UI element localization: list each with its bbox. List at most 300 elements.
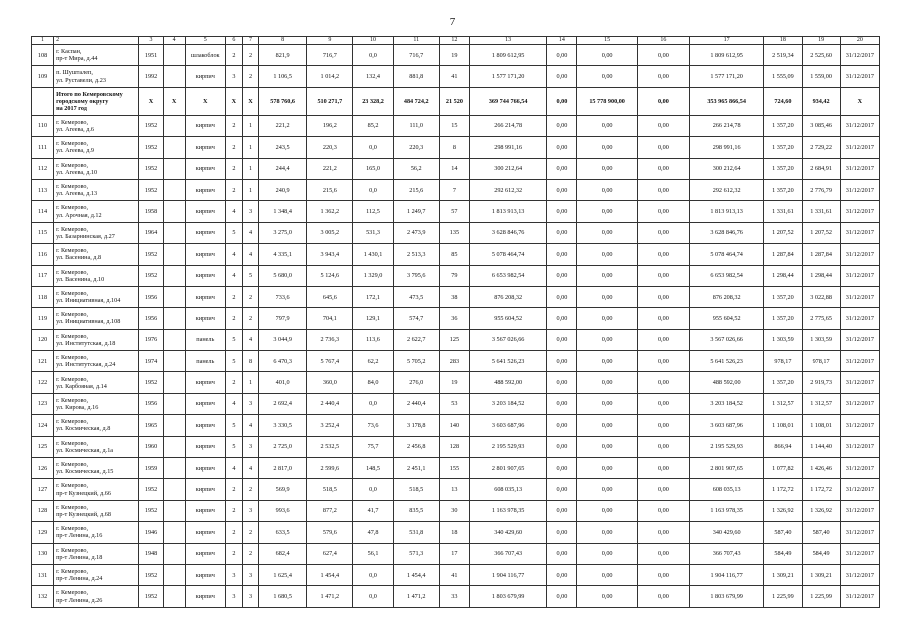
table-cell: 5 078 464,74: [469, 244, 546, 265]
table-body: [32, 37, 880, 608]
table-cell: 3: [242, 201, 258, 222]
table-cell: 2 725,0: [259, 436, 307, 457]
table-cell: 31/12/2017: [840, 500, 879, 521]
table-cell: кирпич: [185, 393, 225, 414]
table-cell: 3: [242, 586, 258, 607]
table-cell: 0,00: [577, 179, 637, 200]
table-cell: 1956: [139, 308, 163, 329]
table-cell: 121: [32, 351, 54, 372]
table-cell: 2: [242, 479, 258, 500]
table-cell: г. Кемерово, ул. Арочная, д.12: [54, 201, 139, 222]
table-cell: 33: [439, 586, 469, 607]
table-cell: 0,00: [637, 351, 689, 372]
table-cell: 31/12/2017: [840, 222, 879, 243]
table-row: [32, 479, 880, 500]
table-cell: 1 454,4: [307, 564, 353, 585]
table-cell: 7: [242, 37, 258, 45]
table-cell: 5: [185, 37, 225, 45]
table-row: [32, 393, 880, 414]
table-cell: 165,0: [353, 158, 393, 179]
table-cell: 2 195 529,93: [689, 436, 763, 457]
table-cell: 3 567 026,66: [689, 329, 763, 350]
table-cell: кирпич: [185, 564, 225, 585]
table-cell: 797,9: [259, 308, 307, 329]
table-cell: 0,00: [637, 329, 689, 350]
table-row: [32, 222, 880, 243]
table-cell: 113: [32, 179, 54, 200]
table-cell: 15 778 900,00: [577, 87, 637, 115]
table-cell: 123: [32, 393, 54, 414]
table-cell: 1 163 978,35: [469, 500, 546, 521]
table-cell: 2: [225, 286, 242, 307]
table-cell: 353 965 866,54: [689, 87, 763, 115]
table-cell: 266 214,78: [469, 115, 546, 136]
table-cell: 53: [439, 393, 469, 414]
table-row: [32, 415, 880, 436]
table-row: [32, 586, 880, 607]
table-cell: 73,6: [353, 415, 393, 436]
table-cell: 31/12/2017: [840, 265, 879, 286]
table-cell: 10: [353, 37, 393, 45]
table-cell: 0,00: [637, 415, 689, 436]
table-cell: 31/12/2017: [840, 286, 879, 307]
table-cell: 1 813 913,13: [689, 201, 763, 222]
table-cell: 0,00: [637, 543, 689, 564]
table-cell: [163, 137, 185, 158]
table-cell: 240,9: [259, 179, 307, 200]
table-cell: 1 454,4: [393, 564, 439, 585]
table-cell: 1 471,2: [393, 586, 439, 607]
table-cell: [163, 308, 185, 329]
table-cell: 113,6: [353, 329, 393, 350]
table-cell: 1 312,57: [802, 393, 840, 414]
table-cell: 31/12/2017: [840, 436, 879, 457]
table-cell: 0,00: [577, 286, 637, 307]
table-row: [32, 244, 880, 265]
table-cell: 4: [225, 393, 242, 414]
table-cell: 18: [764, 37, 802, 45]
table-cell: 2: [225, 372, 242, 393]
table-row: [32, 179, 880, 200]
table-cell: 1 106,5: [259, 66, 307, 87]
table-cell: 5: [225, 415, 242, 436]
table-cell: 587,40: [764, 522, 802, 543]
table-cell: 6: [225, 37, 242, 45]
table-cell: [163, 351, 185, 372]
table-cell: 31/12/2017: [840, 66, 879, 87]
table-cell: 0,00: [547, 286, 577, 307]
table-cell: 1952: [139, 244, 163, 265]
table-cell: [163, 158, 185, 179]
total-row: [32, 87, 880, 115]
table-cell: 0,00: [577, 458, 637, 479]
table-cell: 1 225,99: [802, 586, 840, 607]
table-cell: 1992: [139, 66, 163, 87]
table-row: [32, 137, 880, 158]
table-cell: 0,00: [577, 137, 637, 158]
table-cell: 1 225,99: [764, 586, 802, 607]
table-cell: Х: [242, 87, 258, 115]
table-cell: 132: [32, 586, 54, 607]
table-cell: 132,4: [353, 66, 393, 87]
table-cell: 125: [439, 329, 469, 350]
table-cell: 2: [225, 45, 242, 66]
table-cell: 1 577 171,20: [469, 66, 546, 87]
table-cell: 0,00: [577, 66, 637, 87]
table-cell: 1952: [139, 372, 163, 393]
table-cell: 0,0: [353, 393, 393, 414]
table-cell: 5 641 526,23: [689, 351, 763, 372]
table-cell: 2 519,34: [764, 45, 802, 66]
table-cell: 716,7: [307, 45, 353, 66]
table-cell: 1: [242, 137, 258, 158]
table-cell: 0,00: [637, 87, 689, 115]
table-cell: 1 577 171,20: [689, 66, 763, 87]
table-cell: 0,00: [637, 265, 689, 286]
table-cell: 1 077,82: [764, 458, 802, 479]
table-cell: 3 603 687,96: [469, 415, 546, 436]
table-cell: 1 809 612,95: [689, 45, 763, 66]
table-cell: 140: [439, 415, 469, 436]
table-cell: кирпич: [185, 179, 225, 200]
table-cell: г. Кемерово, ул. Агеева, д.9: [54, 137, 139, 158]
table-cell: 266 214,78: [689, 115, 763, 136]
table-cell: 4: [242, 222, 258, 243]
table-cell: 118: [32, 286, 54, 307]
table-cell: 4: [225, 458, 242, 479]
table-cell: 115: [32, 222, 54, 243]
table-cell: 1 357,20: [764, 308, 802, 329]
table-cell: кирпич: [185, 500, 225, 521]
table-cell: Х: [139, 87, 163, 115]
table-cell: г. Кемерово, ул. Агеева, д.13: [54, 179, 139, 200]
table-cell: 131: [32, 564, 54, 585]
table-cell: 30: [439, 500, 469, 521]
table-cell: г. Кемерово, ул. Агеева, д.6: [54, 115, 139, 136]
table-cell: 2 451,1: [393, 458, 439, 479]
table-cell: 1: [242, 158, 258, 179]
table-cell: 3 022,88: [802, 286, 840, 307]
table-cell: 1 207,52: [802, 222, 840, 243]
table-cell: 0,00: [577, 222, 637, 243]
table-cell: 0,00: [547, 308, 577, 329]
table-cell: 835,5: [393, 500, 439, 521]
table-cell: 292 612,32: [689, 179, 763, 200]
table-cell: 578 760,6: [259, 87, 307, 115]
table-cell: кирпич: [185, 372, 225, 393]
table-cell: 1959: [139, 458, 163, 479]
table-cell: 1: [242, 372, 258, 393]
table-cell: [163, 115, 185, 136]
table-cell: 85: [439, 244, 469, 265]
table-cell: 41: [439, 66, 469, 87]
table-cell: 5 680,0: [259, 265, 307, 286]
table-cell: 2 532,5: [307, 436, 353, 457]
table-cell: 5: [225, 436, 242, 457]
table-cell: 1 309,21: [802, 564, 840, 585]
table-cell: 2 456,8: [393, 436, 439, 457]
table-cell: кирпич: [185, 244, 225, 265]
table-cell: 0,00: [637, 372, 689, 393]
table-cell: 1952: [139, 586, 163, 607]
table-cell: г. Кемерово, пр-т Ленина, д.26: [54, 586, 139, 607]
table-cell: [163, 393, 185, 414]
table-cell: 111,0: [393, 115, 439, 136]
table-cell: 4: [225, 201, 242, 222]
table-cell: 31/12/2017: [840, 372, 879, 393]
table-cell: 1 326,92: [802, 500, 840, 521]
table-cell: 221,2: [259, 115, 307, 136]
table-cell: 84,0: [353, 372, 393, 393]
table-cell: г. Кемерово, пр-т Ленина, д.16: [54, 522, 139, 543]
table-cell: 1 426,46: [802, 458, 840, 479]
table-cell: г. Кемерово, пр-т Кузнецкий, д.68: [54, 500, 139, 521]
table-cell: [32, 87, 54, 115]
table-cell: 0,00: [577, 393, 637, 414]
table-cell: Х: [225, 87, 242, 115]
table-cell: 56,1: [353, 543, 393, 564]
table-cell: 6 653 982,54: [689, 265, 763, 286]
table-cell: 85,2: [353, 115, 393, 136]
table-cell: 5: [225, 351, 242, 372]
table-row: [32, 45, 880, 66]
table-cell: 1 331,61: [764, 201, 802, 222]
table-cell: 122: [32, 372, 54, 393]
table-cell: 484 724,2: [393, 87, 439, 115]
table-cell: 1 144,40: [802, 436, 840, 457]
table-cell: 5: [225, 222, 242, 243]
table-cell: 12: [439, 37, 469, 45]
table-row: [32, 201, 880, 222]
table-cell: 2: [225, 158, 242, 179]
table-cell: 0,00: [547, 329, 577, 350]
table-cell: 682,4: [259, 543, 307, 564]
table-cell: 276,0: [393, 372, 439, 393]
table-cell: 704,1: [307, 308, 353, 329]
table-cell: 21 520: [439, 87, 469, 115]
table-cell: 4: [242, 329, 258, 350]
table-cell: 31/12/2017: [840, 329, 879, 350]
table-cell: 1956: [139, 286, 163, 307]
table-cell: 126: [32, 458, 54, 479]
table-cell: 1 303,59: [802, 329, 840, 350]
table-cell: 31/12/2017: [840, 244, 879, 265]
table-cell: г. Кемерово, пр-т Ленина, д.24: [54, 564, 139, 585]
housing-repair-table: [31, 36, 880, 608]
table-cell: 31/12/2017: [840, 564, 879, 585]
table-cell: 1 014,2: [307, 66, 353, 87]
table-cell: шлакоблок: [185, 45, 225, 66]
table-cell: 15: [439, 115, 469, 136]
table-cell: 0,00: [547, 45, 577, 66]
table-cell: г. Кемерово, ул. Васенина, д.8: [54, 244, 139, 265]
table-cell: 1965: [139, 415, 163, 436]
table-cell: 2 919,73: [802, 372, 840, 393]
table-cell: 3 628 846,76: [469, 222, 546, 243]
table-cell: 1956: [139, 393, 163, 414]
table-cell: 608 035,13: [689, 479, 763, 500]
table-cell: 2: [225, 543, 242, 564]
table-cell: 1 326,92: [764, 500, 802, 521]
table-cell: 128: [32, 500, 54, 521]
table-cell: 31/12/2017: [840, 479, 879, 500]
table-cell: 1 312,57: [764, 393, 802, 414]
table-cell: 1952: [139, 564, 163, 585]
table-cell: 584,49: [802, 543, 840, 564]
table-cell: 196,2: [307, 115, 353, 136]
table-cell: 0,00: [637, 522, 689, 543]
table-cell: 300 212,64: [689, 158, 763, 179]
table-cell: 3 795,6: [393, 265, 439, 286]
table-cell: 3 567 026,66: [469, 329, 546, 350]
table-cell: [163, 244, 185, 265]
table-cell: [163, 522, 185, 543]
table-row: [32, 265, 880, 286]
table-cell: 4: [242, 244, 258, 265]
table-cell: 119: [32, 308, 54, 329]
table-cell: 0,00: [577, 115, 637, 136]
table-cell: 1 357,20: [764, 286, 802, 307]
table-cell: 19: [439, 372, 469, 393]
table-cell: Х: [840, 87, 879, 115]
table-cell: 109: [32, 66, 54, 87]
table-cell: п. Шушталеп, ул. Руставели, д.23: [54, 66, 139, 87]
table-cell: 2: [225, 522, 242, 543]
table-cell: 1: [242, 179, 258, 200]
table-row: [32, 66, 880, 87]
table-cell: 518,5: [307, 479, 353, 500]
table-cell: 3 275,0: [259, 222, 307, 243]
table-cell: 0,00: [547, 87, 577, 115]
table-cell: г. Кемерово, ул. Космическая, д.8: [54, 415, 139, 436]
table-cell: 31/12/2017: [840, 415, 879, 436]
table-cell: 2 513,3: [393, 244, 439, 265]
table-cell: 3 603 687,96: [689, 415, 763, 436]
table-cell: 1 287,84: [802, 244, 840, 265]
table-cell: 0,0: [353, 179, 393, 200]
table-cell: 877,2: [307, 500, 353, 521]
table-cell: 3: [225, 564, 242, 585]
table-cell: 2 440,4: [307, 393, 353, 414]
table-cell: 0,00: [637, 458, 689, 479]
table-cell: кирпич: [185, 308, 225, 329]
table-cell: 0,00: [577, 45, 637, 66]
table-cell: 31/12/2017: [840, 201, 879, 222]
table-cell: 574,7: [393, 308, 439, 329]
table-cell: [163, 586, 185, 607]
table-cell: 1 331,61: [802, 201, 840, 222]
table-cell: 0,00: [577, 522, 637, 543]
table-cell: 0,00: [637, 286, 689, 307]
table-cell: 18: [439, 522, 469, 543]
table-cell: 1952: [139, 179, 163, 200]
table-cell: 129,1: [353, 308, 393, 329]
table-cell: 0,00: [637, 45, 689, 66]
table-cell: 369 744 766,54: [469, 87, 546, 115]
table-row: [32, 158, 880, 179]
table-cell: 608 035,13: [469, 479, 546, 500]
table-cell: 866,94: [764, 436, 802, 457]
table-row: [32, 522, 880, 543]
table-cell: 41,7: [353, 500, 393, 521]
table-cell: [163, 179, 185, 200]
table-cell: 17: [689, 37, 763, 45]
table-cell: 13: [469, 37, 546, 45]
table-cell: 1960: [139, 436, 163, 457]
table-cell: г. Кемерово, ул. Институтская, д.24: [54, 351, 139, 372]
table-cell: [163, 500, 185, 521]
table-cell: 38: [439, 286, 469, 307]
table-cell: 1: [32, 37, 54, 45]
table-cell: 4: [225, 265, 242, 286]
table-cell: 0,00: [547, 393, 577, 414]
table-cell: 148,5: [353, 458, 393, 479]
table-cell: 0,00: [637, 115, 689, 136]
table-cell: 2: [225, 179, 242, 200]
table-cell: 0,00: [547, 179, 577, 200]
table-cell: кирпич: [185, 115, 225, 136]
table-cell: 0,00: [637, 179, 689, 200]
table-cell: 0,00: [637, 244, 689, 265]
table-cell: 2 729,22: [802, 137, 840, 158]
table-cell: 1: [242, 115, 258, 136]
table-cell: кирпич: [185, 479, 225, 500]
table-cell: 3 628 846,76: [689, 222, 763, 243]
table-cell: 1 357,20: [764, 372, 802, 393]
table-cell: 215,6: [393, 179, 439, 200]
table-cell: 111: [32, 137, 54, 158]
table-cell: 488 592,00: [689, 372, 763, 393]
table-cell: 15: [577, 37, 637, 45]
table-cell: 31/12/2017: [840, 351, 879, 372]
table-cell: 112,5: [353, 201, 393, 222]
table-cell: 7: [439, 179, 469, 200]
table-cell: 8: [259, 37, 307, 45]
table-row: [32, 372, 880, 393]
table-cell: [163, 372, 185, 393]
table-cell: 1 172,72: [764, 479, 802, 500]
table-cell: 4: [242, 415, 258, 436]
table-cell: 0,00: [547, 244, 577, 265]
table-cell: 3 252,4: [307, 415, 353, 436]
table-cell: 0,00: [547, 137, 577, 158]
table-cell: 14: [439, 158, 469, 179]
table-cell: 3 943,4: [307, 244, 353, 265]
table-cell: кирпич: [185, 458, 225, 479]
table-cell: 300 212,64: [469, 158, 546, 179]
table-cell: 1 108,01: [764, 415, 802, 436]
table-row: [32, 351, 880, 372]
table-cell: 0,0: [353, 45, 393, 66]
table-cell: 4: [225, 244, 242, 265]
table-cell: 36: [439, 308, 469, 329]
table-cell: 31/12/2017: [840, 522, 879, 543]
table-cell: 0,00: [577, 265, 637, 286]
table-cell: 3 330,5: [259, 415, 307, 436]
table-cell: 1 329,0: [353, 265, 393, 286]
table-cell: 0,00: [547, 115, 577, 136]
table-cell: 2: [54, 37, 139, 45]
table-cell: 2 736,3: [307, 329, 353, 350]
table-cell: [163, 479, 185, 500]
table-cell: 114: [32, 201, 54, 222]
table-row: [32, 564, 880, 585]
table-cell: 221,2: [307, 158, 353, 179]
table-cell: 110: [32, 115, 54, 136]
table-cell: 1 357,20: [764, 158, 802, 179]
table-row: [32, 500, 880, 521]
table-cell: г. Кемерово, ул. Инициативная, д.108: [54, 308, 139, 329]
